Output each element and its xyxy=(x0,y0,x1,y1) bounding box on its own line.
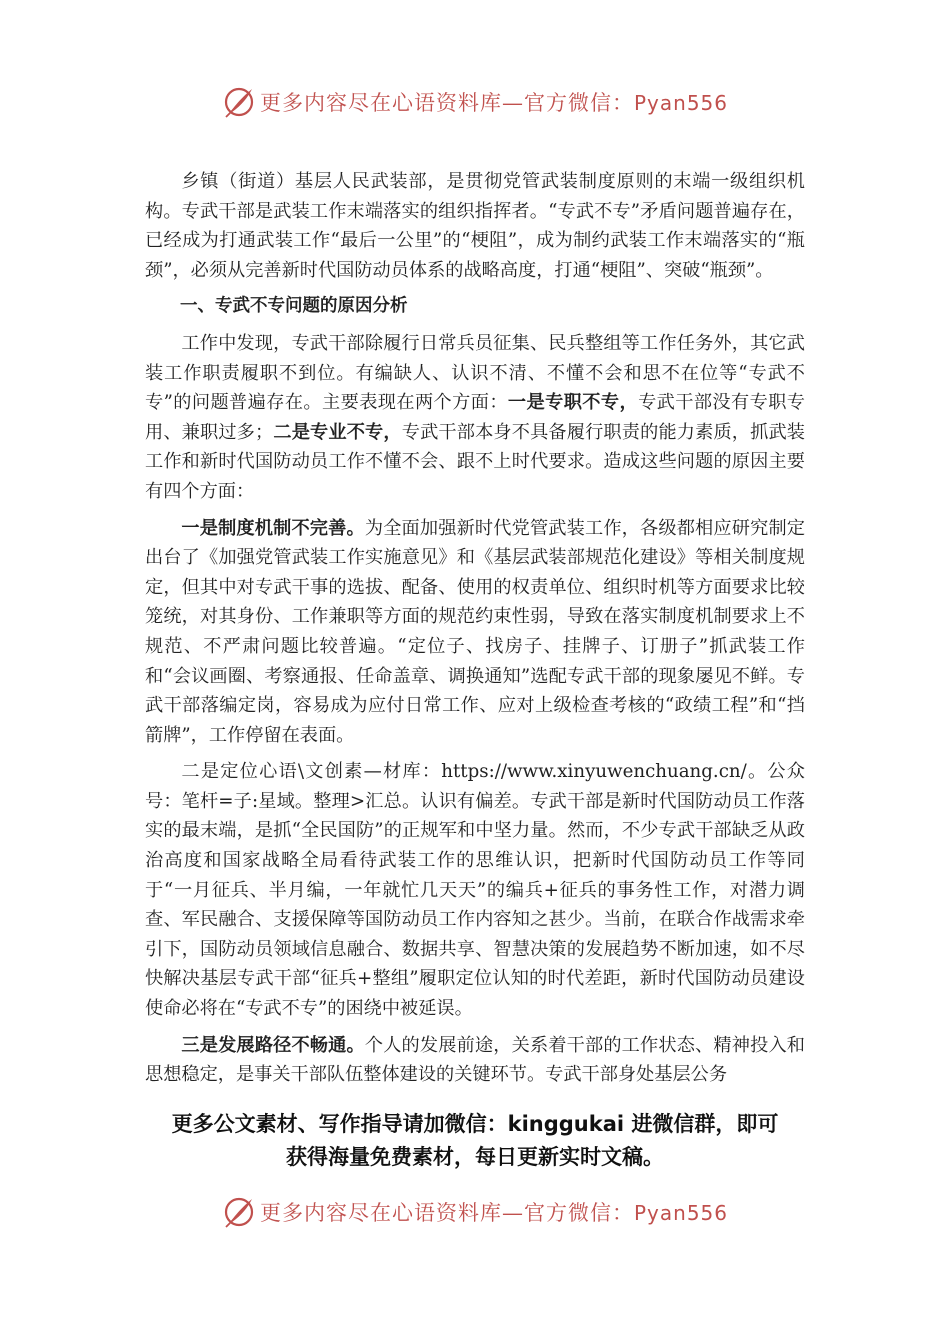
reason-two-paragraph: 二是定位心语\文创素—材库：https://www.xinyuwenchuang.cn/。公众号：笔杆=子:星域。整理>汇总。认识有偏差。专武干部是新时代国防动员工作落实的最末端，是抓“全民国防”的正规军和中坚力量。然而，不少专武干部缺乏从政治高度和国家战略全局看待武装工作的思维认识，把新时代国防动员工作等同于“一月征兵、半月编，一年就忙几天天”的编兵+征兵的事务性工作，对潜力调查、军民融合、支援保障等国防动员工作内容知之甚少。当前，在联合作战需求牵引下，国防动员领域信息融合、数据共享、智慧决策的发展趋势不断加速，如不尽快解决基层专武干部“征兵+整组”履职定位认知的时代差距，新时代国防动员建设使命必将在“专武不专”的困绕中被延误。 xyxy=(145,761,805,1020)
reason-three-paragraph: 三是发展路径不畅通。个人的发展前途，关系着干部的工作状态、精神投入和思想稳定，是事关干部队伍整体建设的关键环节。专武干部身处基层公务 xyxy=(145,1034,805,1086)
banner-text: 更多内容尽在心语资料库—官方微信：Pyan556 xyxy=(259,1201,728,1225)
section-heading: 一、专武不专问题的原因分析 xyxy=(180,296,408,317)
cause-paragraph: 工作中发现，专武干部除履行日常兵员征集、民兵整组等工作任务外，其它武装工作职责履职不到位。有编缺人、认识不清、不懂不会和思不在位等“专武不专”的问题普遍存在。主要表现在两个方面：一是专职不专，专武干部没有专职专用、兼职过多；二是专业不专，专武干部本身不具备履行职责的能力素质，抓武装工作和新时代国防动员工作不懂不会、跟不上时代要求。造成这些问题的原因主要有四个方面： xyxy=(145,332,805,502)
footer-banner xyxy=(0,1192,950,1232)
reason-one-paragraph: 一是制度机制不完善。为全面加强新时代党管武装工作，各级都相应研究制定出台了《加强党管武装工作实施意见》和《基层武装部规范化建设》等相关制度规定，但其中对专武干事的选拔、配备、使用的权责单位、组织时机等方面要求比较笼统，对其身份、工作兼职等方面的规范约束性弱，导致在落实制度机制要求上不规范、不严肃问题比较普遍。“定位子、找房子、挂牌子、订册子”抓武装工作和“会议画圈、考察通报、任命盖章、调换通知”选配专武干部的现象屡见不鲜。专武干部落编定岗，容易成为应付日常工作、应对上级检查考核的“政绩工程”和“挡箭牌”，工作停留在表面。 xyxy=(145,517,805,746)
intro-paragraph: 乡镇（街道）基层人民武装部，是贯彻党管武装制度原则的末端一级组织机构。专武干部是武装工作末端落实的组织指挥者。“专武不专”矛盾问题普遍存在，已经成为打通武装工作“最后一公里”的“梗阻”，成为制约武装工作末端落实的“瓶颈”，必须从完善新时代国防动员体系的战略高度，打通“梗阻”、突破“瓶颈”。 xyxy=(145,171,805,281)
header-banner xyxy=(0,82,950,122)
promo-line-1: 更多公文素材、写作指导请加微信：kinggukai 进微信群，即可 xyxy=(171,1112,779,1136)
banner-text: 更多内容尽在心语资料库—官方微信：Pyan556 xyxy=(259,91,728,115)
quill-logo-icon xyxy=(222,85,256,119)
document-body xyxy=(145,167,805,1090)
promo-notice xyxy=(0,1108,950,1174)
promo-line-2: 获得海量免费素材，每日更新实时文稿。 xyxy=(286,1145,664,1169)
quill-logo-icon xyxy=(222,1195,256,1229)
